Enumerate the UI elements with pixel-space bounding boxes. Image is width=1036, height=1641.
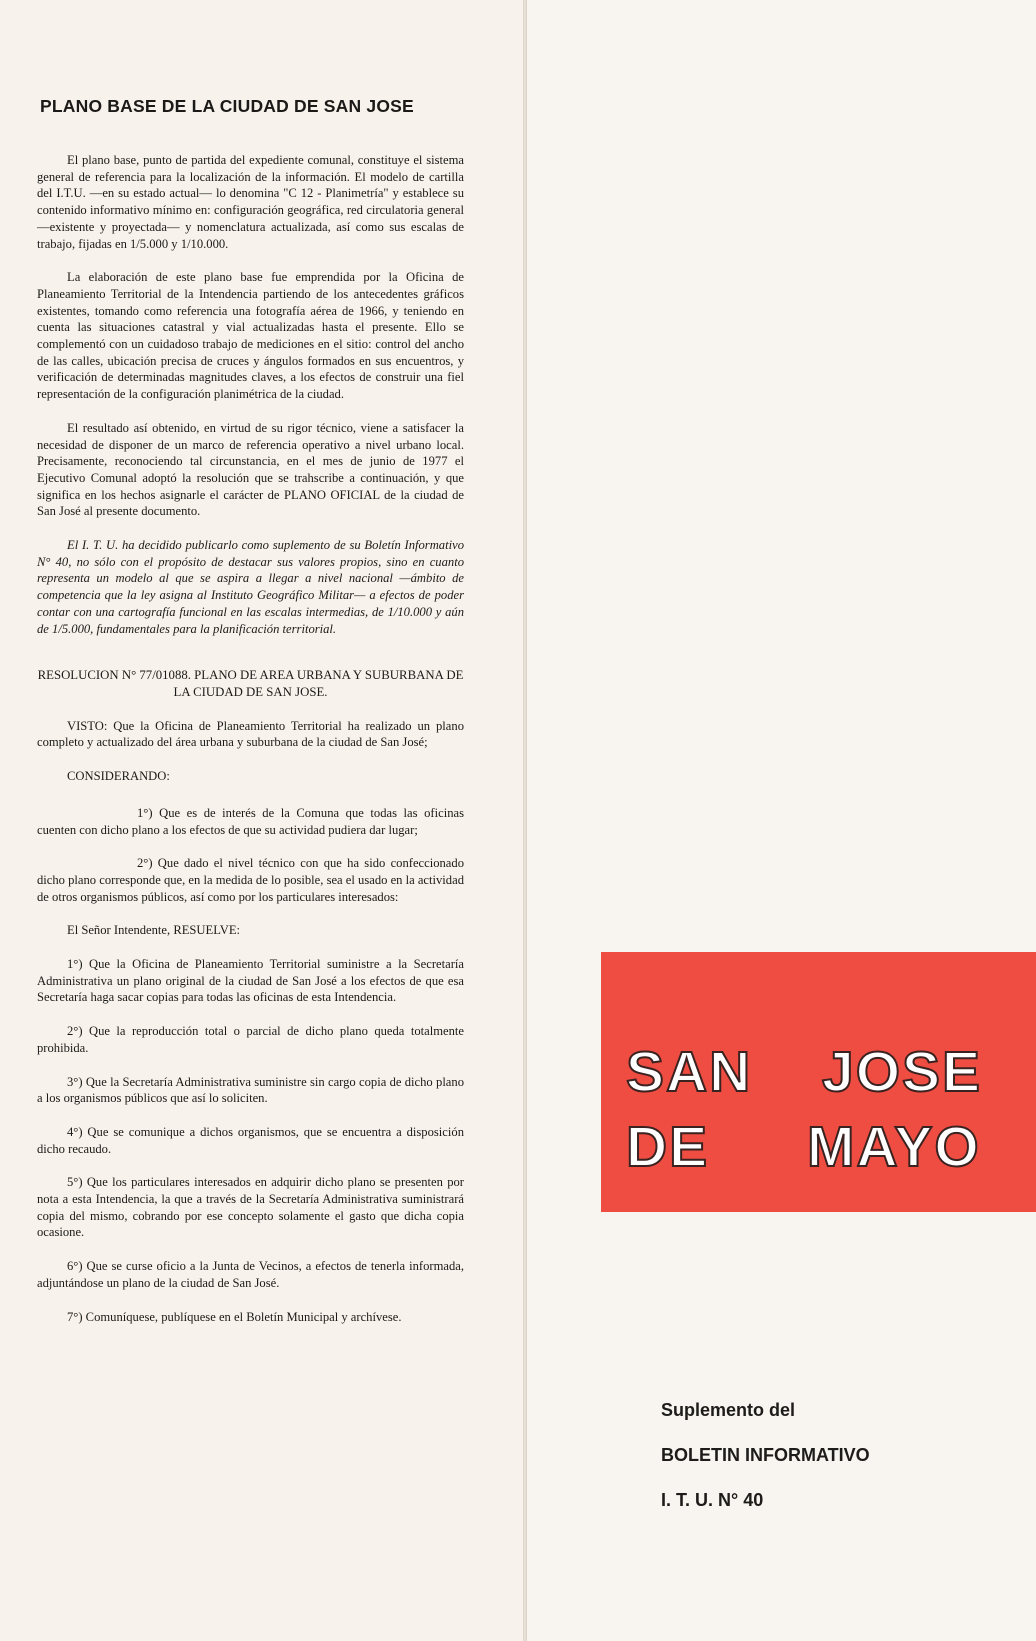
- resuelve-item: 5°) Que los particulares interesados en adquirir dicho plano se presenten por nota a esta Intendencia, la que a través de la Secretaría Administrativa suministrará copia del mismo, cobrando por ese concepto solamente el gasto que dicha copia ocasione.: [37, 1175, 464, 1240]
- resuelve-label: El Señor Intendente, RESUELVE:: [67, 923, 241, 938]
- paragraph: El resultado así obtenido, en virtud de su rigor técnico, viene a satisfacer la necesidad de disponer de un marco de referencia operativo a nivel urbano local. Precisamente, reconociendo tal circunstancia, en el mes de junio de 1977 el Ejecutivo Comunal adoptó la resolución que se trahscribe a continuación, y que significa en los hechos asignarle el carácter de PLANO OFICIAL de la ciudad de San José al presente documento.: [37, 420, 464, 519]
- visto-paragraph: VISTO: Que la Oficina de Planeamiento Territorial ha realizado un plano completo y actualizado del área urbana y suburbana de la ciudad de San José;: [37, 718, 464, 750]
- resuelve-item: 6°) Que se curse oficio a la Junta de Vecinos, a efectos de tenerla informada, adjuntándose un plano de la ciudad de San José.: [37, 1259, 464, 1290]
- paragraph: El plano base, punto de partida del expediente comunal, constituye el sistema general de referencia para la localización de la información. El modelo de cartilla del I.T.U. —en su estado actual— lo denomina "C 12 - Planimetría" y establece su contenido informativo mínimo en: configuración geográfica, red circulatoria general —existente y proyectada— y nomenclatura actualizada, así como sus escalas de trabajo, fijadas en 1/5.000 y 1/10.000.: [37, 153, 464, 251]
- cover-title-word: DE: [626, 1115, 710, 1179]
- resuelve-item: 3°) Que la Secretaría Administrativa suministre sin cargo copia de dicho plano a los organismos públicos que así lo soliciten.: [37, 1074, 464, 1106]
- cover-title-word: MAYO: [807, 1115, 981, 1179]
- cover-title-word: SAN: [626, 1040, 753, 1104]
- supplement-line: I. T. U. N° 40: [661, 1490, 764, 1510]
- considerando-label: CONSIDERANDO:: [67, 769, 170, 784]
- page-fold: [523, 0, 527, 1641]
- page-heading: PLANO BASE DE LA CIUDAD DE SAN JOSE: [40, 96, 414, 116]
- article-body: [37, 152, 464, 1342]
- resuelve-item: 1°) Que la Oficina de Planeamiento Territorial suministre a la Secretaría Administrativa un plano original de la ciudad de San José a los efectos de que esa Secretaría haga sacar copias para todas las oficinas de esta Intendencia.: [37, 957, 464, 1005]
- considerando-item: 1°) Que es de interés de la Comuna que todas las oficinas cuenten con dicho plano a los efectos de que su actividad pudiera dar lugar;: [37, 805, 464, 837]
- considerando-item: 2°) Que dado el nivel técnico con que ha sido confeccionado dicho plano corresponde que, en la medida de lo posible, sea el usado en la actividad de otros organismos públicos, así como por los particulares interesados:: [37, 856, 464, 904]
- paragraph: La elaboración de este plano base fue emprendida por la Oficina de Planeamiento Territorial de la Intendencia partiendo de los antecedentes gráficos existentes, tomando como referencia una fotografía aérea de 1966, y teniendo en cuenta las situaciones catastral y vial actualizadas hasta el presente. Ello se complementó con un cuidadoso trabajo de mediciones en el sitio: control del ancho de las calles, ubicación precisa de cruces y ángulos formados en sus encuentros, y verificación de determinadas magnitudes claves, a los efectos de construir una fiel representación de la configuración planimétrica de la ciudad.: [37, 270, 464, 402]
- cover-page: [525, 0, 1036, 1641]
- resolution-title: RESOLUCION N° 77/01088. PLANO DE AREA URBANA Y SUBURBANA DE LA CIUDAD DE SAN JOSE.: [37, 668, 464, 699]
- resuelve-item: 7°) Comuníquese, publíquese en el Boletín Municipal y archívese.: [67, 1309, 402, 1324]
- italic-note: El I. T. U. ha decidido publicarlo como suplemento de su Boletín Informativo N° 40, no sólo con el propósito de destacar sus valores propios, sino en cuanto representa un modelo al que se aspira a llegar a nivel nacional —ámbito de competencia que la ley asigna al Instituto Geográfico Militar— a efectos de poder contar con una cartografía funcional en las escalas intermedias, de 1/10.000 y aún de 1/5.000, fundamentales para la planificación territorial.: [37, 538, 464, 636]
- supplement-line: BOLETIN INFORMATIVO: [661, 1445, 870, 1465]
- resuelve-item: 4°) Que se comunique a dichos organismos, que se encuentra a disposición dicho recaudo.: [37, 1124, 464, 1156]
- supplement-line: Suplemento del: [661, 1400, 796, 1420]
- cover-title-word: JOSE: [822, 1040, 983, 1104]
- resuelve-item: 2°) Que la reproducción total o parcial de dicho plano queda totalmente prohibida.: [37, 1024, 464, 1055]
